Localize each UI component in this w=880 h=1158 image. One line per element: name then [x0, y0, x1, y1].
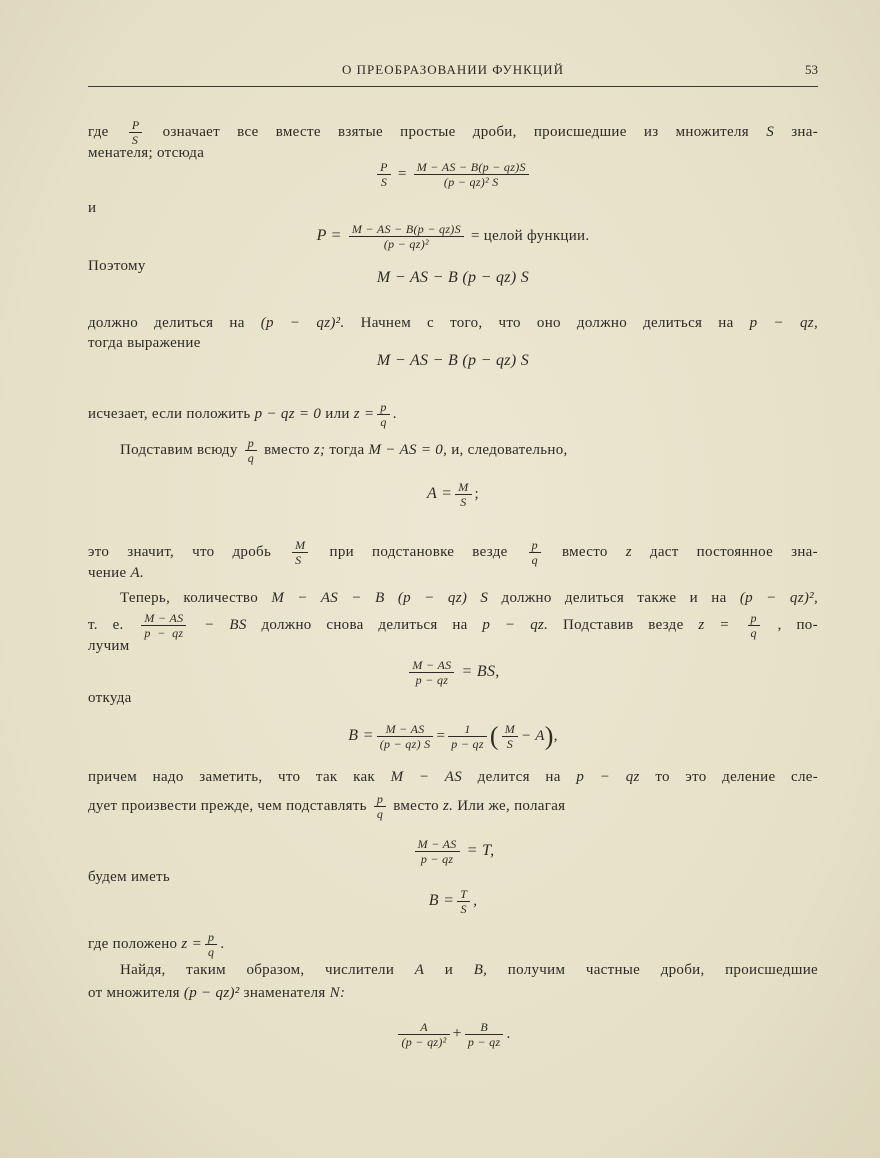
denominator: p − qz: [144, 626, 184, 640]
text: где: [88, 123, 109, 140]
numerator: M − AS − B(p − qz)S: [414, 160, 529, 175]
math: P =: [316, 226, 342, 244]
denominator: q: [531, 553, 538, 567]
math: N:: [329, 985, 346, 1001]
left-paren: (: [489, 721, 499, 751]
text: Подставим всюду: [120, 441, 238, 458]
text-line: откуда: [88, 690, 132, 706]
math: B =: [348, 726, 374, 744]
text: дует произвести прежде, чем подставлять: [88, 797, 367, 814]
text: Подставив везде: [563, 616, 684, 633]
fraction: [465, 1020, 504, 1049]
text-line: будем иметь: [88, 869, 171, 885]
numerator: M − AS: [409, 658, 454, 673]
numerator: P: [377, 160, 391, 175]
equation: M − AS − B (p − qz) S: [376, 352, 530, 369]
denominator: p − qz: [451, 737, 484, 751]
fraction: [374, 792, 386, 821]
math: M − AS − B (p − qz) S: [271, 590, 489, 606]
numerator: A: [398, 1020, 449, 1035]
equation: [88, 480, 818, 509]
math: A =: [427, 484, 453, 502]
text-line: [88, 983, 818, 1003]
text: т. е.: [88, 616, 124, 633]
fraction: [455, 480, 471, 509]
numerator: M − AS: [415, 837, 460, 852]
fraction: [448, 722, 487, 751]
math: p − qz = 0: [254, 405, 322, 422]
math: B,: [473, 962, 488, 978]
fraction: [398, 1020, 449, 1049]
fraction: [377, 160, 391, 189]
text: должно делиться на: [88, 315, 245, 331]
text: при подстановке везде: [329, 543, 508, 560]
text: ,: [473, 892, 478, 909]
text-line: лучим: [88, 638, 130, 654]
text: от множителя: [88, 985, 180, 1001]
text-line: [88, 436, 818, 465]
text: Начнем с того, что оно должно делиться на: [360, 315, 734, 331]
denominator: S: [506, 737, 514, 751]
denominator: (p − qz)² S: [443, 175, 499, 189]
text: то это деление сле-: [655, 769, 818, 785]
math: p − qz.: [482, 616, 549, 633]
text-line: [88, 960, 818, 980]
text-line: менателя; отсюда: [88, 145, 205, 161]
math: − BS: [204, 616, 247, 633]
numerator: 1: [448, 722, 487, 737]
header-title: О ПРЕОБРАЗОВАНИИ ФУНКЦИЙ: [342, 62, 564, 77]
denominator: p − qz: [467, 1035, 501, 1049]
numerator: p: [245, 436, 257, 451]
text: причем надо заметить, что так как: [88, 769, 376, 785]
denominator: S: [460, 495, 467, 509]
text-line: [88, 313, 818, 333]
text: .: [506, 1025, 511, 1042]
text: , по-: [777, 616, 818, 633]
math: (p − qz)².: [260, 315, 345, 331]
math: B =: [428, 891, 455, 909]
math: A: [414, 962, 425, 978]
denominator: (p − qz)²: [401, 1035, 447, 1049]
denominator: (p − qz) S: [379, 737, 431, 751]
math: +: [452, 1024, 462, 1042]
text-line: [88, 767, 818, 787]
text: Теперь, количество: [120, 590, 259, 606]
equation: [88, 887, 818, 916]
text: вместо: [264, 441, 310, 458]
numerator: p: [205, 930, 217, 945]
denominator: q: [376, 807, 384, 821]
numerator: M: [455, 480, 471, 495]
denominator: (p − qz)²: [383, 237, 429, 251]
denominator: q: [208, 945, 215, 959]
text-line: [88, 563, 818, 583]
denominator: p − qz: [415, 673, 449, 687]
fraction: [205, 930, 217, 959]
text: Найдя, таким образом, числители: [120, 962, 395, 978]
text: Или же, полагая: [457, 797, 566, 814]
math: − A: [521, 727, 545, 744]
fraction: [245, 436, 257, 465]
denominator: q: [380, 415, 387, 429]
math: M − AS: [390, 769, 463, 785]
text-line: [88, 930, 818, 959]
denominator: S: [460, 902, 467, 916]
equation: [88, 722, 818, 751]
equation: [88, 1020, 818, 1049]
denominator: q: [247, 451, 255, 465]
math: = BS,: [461, 662, 500, 680]
text: или: [325, 405, 350, 422]
text: .: [220, 935, 225, 952]
numerator: M: [502, 722, 518, 737]
numerator: M − AS: [377, 722, 434, 737]
math: z: [625, 543, 632, 560]
right-paren: ): [544, 721, 554, 751]
numerator: p: [748, 611, 760, 626]
page-number: 53: [805, 62, 818, 77]
text: означает все вместе взятые простые дроби, происшедшие из множителя: [162, 123, 749, 140]
math: (p − qz)²,: [739, 590, 818, 606]
text-line: [88, 400, 818, 429]
text: делится на: [477, 769, 561, 785]
math: M − AS = 0,: [368, 441, 448, 458]
denominator: S: [295, 553, 302, 567]
text: зна-: [791, 123, 819, 140]
numerator: T: [457, 887, 470, 902]
fraction: [457, 887, 470, 916]
numerator: p: [374, 792, 386, 807]
numerator: M: [292, 538, 308, 553]
text: даст постоянное зна-: [649, 543, 818, 560]
denominator: S: [380, 175, 388, 189]
equation: [88, 837, 818, 866]
fraction: [349, 222, 464, 251]
text: ,: [553, 727, 558, 744]
math: z =: [353, 405, 375, 422]
math: p − qz,: [749, 315, 818, 331]
text-line: [88, 792, 818, 821]
text: получим частные дроби, происшедшие: [507, 962, 818, 978]
math: z =: [181, 935, 203, 952]
equation: [88, 222, 818, 251]
text-line: Поэтому: [88, 258, 146, 274]
text: должно делиться также и на: [501, 590, 727, 606]
math: (p − qz)²: [183, 985, 240, 1001]
text: это значит, что дробь: [88, 543, 272, 560]
denominator: S: [131, 133, 139, 147]
text: должно снова делиться на: [261, 616, 468, 633]
equation: M − AS − B (p − qz) S: [376, 269, 530, 286]
equation: [88, 160, 818, 189]
text: ;: [474, 485, 479, 502]
text: тогда: [329, 441, 365, 458]
text: чение: [88, 565, 127, 581]
text-line: и: [88, 200, 97, 216]
math: z;: [313, 441, 326, 458]
numerator: B: [465, 1020, 504, 1035]
denominator: q: [750, 626, 757, 640]
text: вместо: [393, 797, 439, 814]
numerator: p: [377, 400, 389, 415]
equation: [88, 658, 818, 687]
text-line: [88, 588, 818, 608]
math: =: [397, 165, 407, 182]
text: и, следовательно,: [451, 441, 568, 458]
fraction: [377, 400, 389, 429]
numerator: P: [129, 118, 143, 133]
math: z.: [443, 797, 454, 814]
text: = целой функции.: [470, 227, 590, 244]
text: исчезает, если положить: [88, 405, 251, 422]
header-rule: [88, 86, 818, 87]
numerator: p: [529, 538, 541, 553]
text: .: [392, 405, 397, 422]
math: = T,: [466, 841, 495, 859]
fraction: [502, 722, 518, 751]
fraction: [414, 160, 529, 189]
math: p − qz: [576, 769, 640, 785]
math: =: [436, 727, 446, 744]
text-line: тогда выражение: [88, 335, 201, 351]
running-header: [88, 62, 818, 82]
math: S: [766, 123, 774, 140]
denominator: p − qz: [420, 852, 454, 866]
text: где положено: [88, 935, 178, 952]
fraction: [409, 658, 454, 687]
math: A.: [130, 565, 144, 581]
text: вместо: [562, 543, 608, 560]
text: знаменателя: [243, 985, 326, 1001]
fraction: [415, 837, 460, 866]
numerator: M − AS: [141, 611, 186, 626]
fraction: [377, 722, 434, 751]
numerator: M − AS − B(p − qz)S: [349, 222, 464, 237]
text: и: [444, 962, 454, 978]
math: z =: [698, 616, 730, 633]
